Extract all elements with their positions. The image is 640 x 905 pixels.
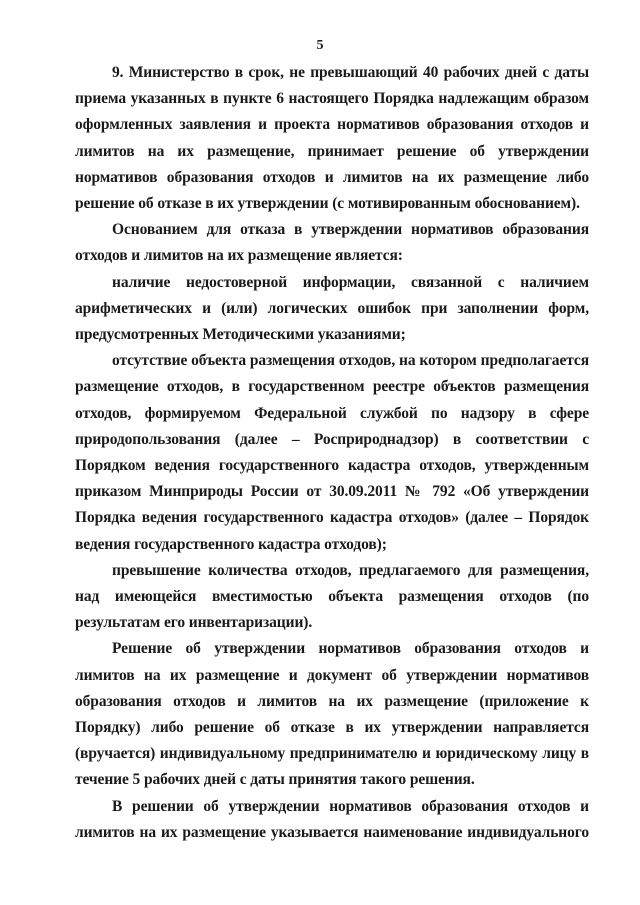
document-body (75, 60, 589, 846)
page-number: 5 (316, 38, 324, 53)
paragraph-item-9: 9. Министерство в срок, не превышающий 40 рабочих дней с даты приема указанных в пункте 6 настоящего Порядка надлежащим образом оформленных заявления и проекта нормативов образования отходов и лимитов на их размещение, принимает решение об утверждении нормативов образования отходов и лимитов на их размещение либо решение об отказе в их утверждении (с мотивированным обоснованием). (75, 64, 589, 213)
paragraph-decision-delivery: Решение об утверждении нормативов образования отходов и лимитов на их размещение и документ об утверждении нормативов образования отходов и лимитов на их размещение (приложение к Порядку) либо решение об отказе в их утверждении направляется (вручается) индивидуальному предпринимателю и юридическому лицу в течение 5 рабочих дней с даты принятия такого решения. (75, 640, 589, 789)
paragraph-refusal-grounds: Основанием для отказа в утверждении нормативов образования отходов и лимитов на их размещение является: (75, 221, 589, 265)
paragraph-capacity-excess: превышение количества отходов, предлагаемого для размещения, над имеющейся вместимостью объекта размещения отходов (по результатам его инвентаризации). (75, 561, 589, 632)
paragraph-missing-object: отсутствие объекта размещения отходов, на котором предполагается размещение отходов, в государственном реестре объектов размещения отходов, формируемом Федеральной службой по надзору в сфере природопользования (далее – Росприроднадзор) в соответствии с Порядком ведения государственного кадастра отходов, утвержденным приказом Минприроды России от 30.09.2011 № 792 «Об утверждении Порядка ведения государственного кадастра отходов» (далее – Порядок ведения государственного кадастра отходов); (75, 352, 589, 553)
paragraph-decision-contents: В решении об утверждении нормативов образования отходов и лимитов на их размещение указывается наименование индивидуального (75, 797, 589, 841)
paragraph-unreliable-info: наличие недостоверной информации, связанной с наличием арифметических и (или) логических ошибок при заполнении форм, предусмотренных Методическими указаниями; (75, 273, 589, 344)
